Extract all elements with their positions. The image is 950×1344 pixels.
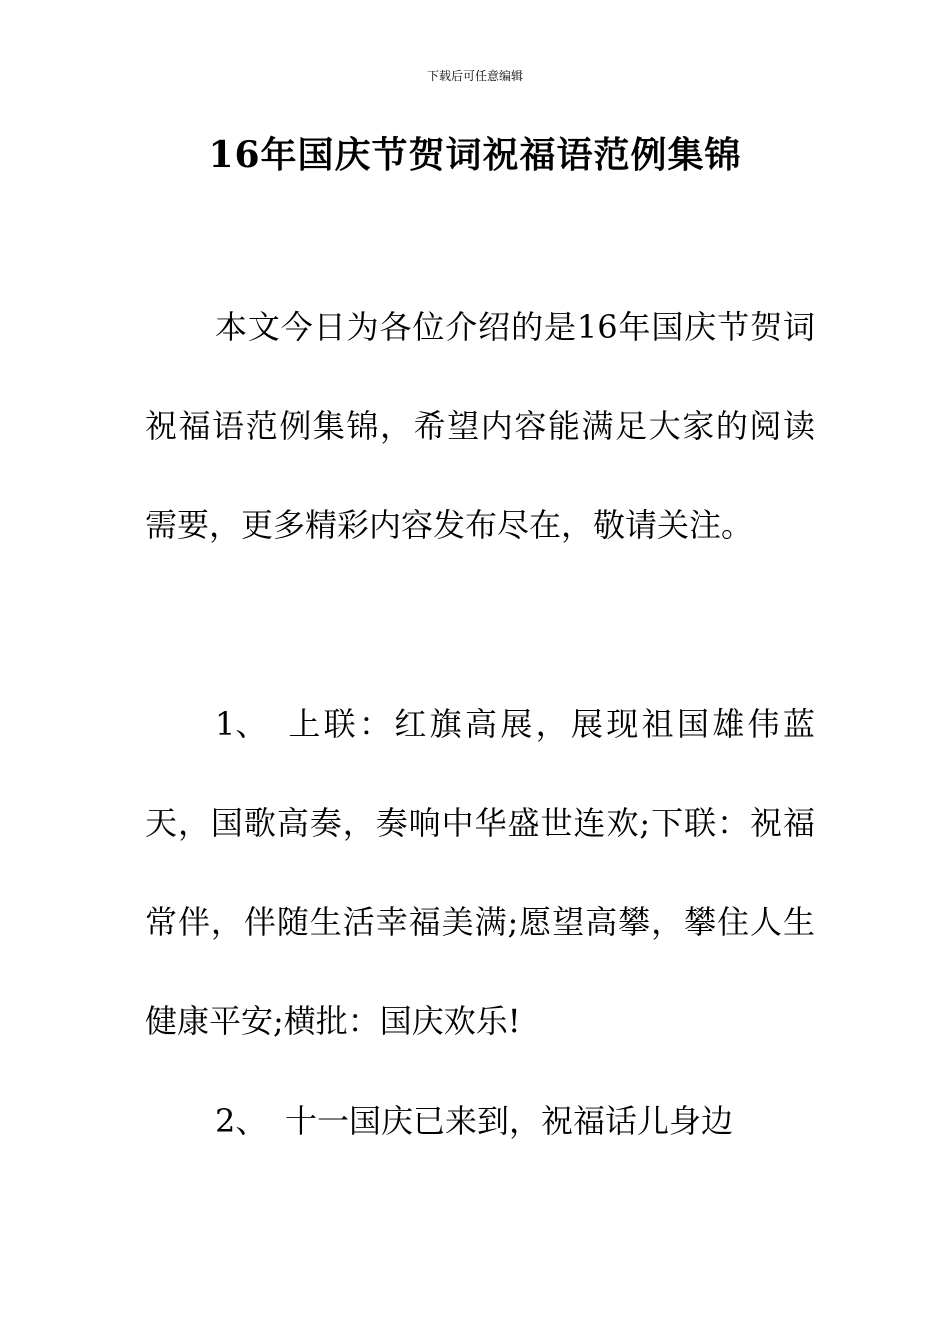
header-note: 下载后可任意编辑: [426, 69, 523, 83]
item-text: 上联：红旗高展，展现祖国雄伟蓝天，国歌高奏，奏响中华盛世连欢;下联：祝福常伴，伴随生活幸福美满;愿望高攀，攀住人生健康平安;横批：国庆欢乐!: [145, 705, 815, 1040]
list-item: [145, 675, 815, 1071]
item-number: 2、: [215, 1102, 268, 1140]
list-item: [145, 1072, 815, 1171]
item-text: 十一国庆已来到，祝福话儿身边: [285, 1102, 734, 1140]
intro-paragraph: 本文今日为各位介绍的是16年国庆节贺词祝福语范例集锦，希望内容能满足大家的阅读需要，更多精彩内容发布尽在，敬请关注。: [145, 308, 815, 544]
item-number: 1、: [215, 705, 268, 743]
document-title: 16年国庆节贺词祝福语范例集锦: [208, 134, 742, 176]
